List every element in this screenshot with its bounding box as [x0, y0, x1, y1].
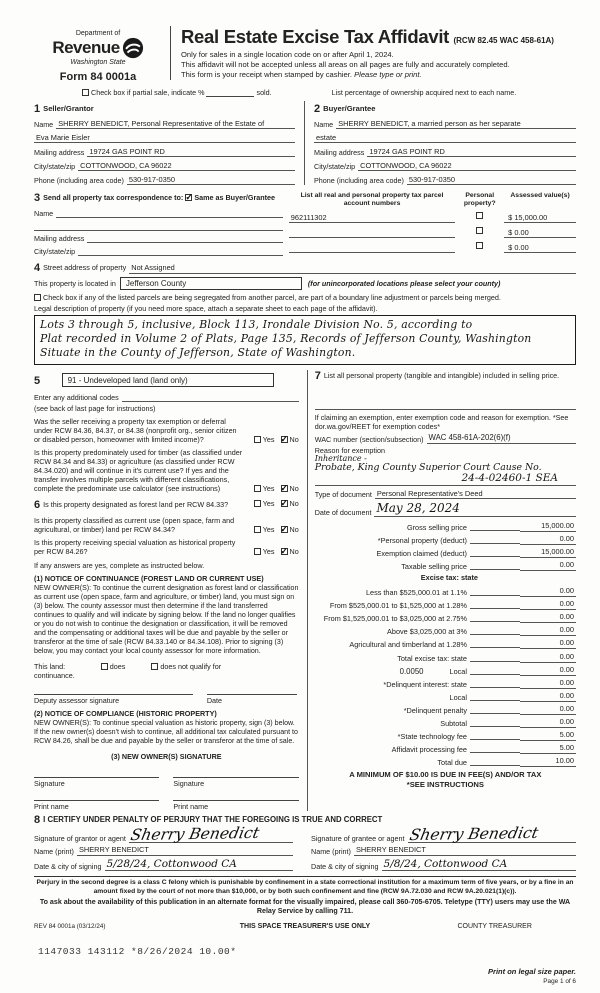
land-does-checkbox[interactable]	[101, 663, 108, 670]
ownership-note: List percentage of ownership acquired next to each name.	[331, 88, 517, 97]
money-label: Local	[449, 666, 467, 676]
money-row	[315, 545, 576, 558]
form-title-rcw: (RCW 82.45 WAC 458-61A)	[453, 36, 554, 45]
footer-row	[34, 923, 576, 930]
money-row	[315, 663, 576, 676]
money-label: From $525,000.01 to $1,525,000 at 1.28%	[329, 601, 467, 611]
legal-description-label: Legal description of property (if you need more space, attach a separate sheet to each page of the affidavit).	[34, 303, 378, 313]
section-4-number: 4	[34, 261, 41, 274]
money-value-field[interactable]: 0.00	[520, 652, 576, 663]
new-owners-signature-title: (3) NEW OWNER(S) SIGNATURE	[111, 751, 222, 761]
money-row	[315, 676, 576, 689]
seller-grantor-block	[34, 101, 305, 185]
money-label: Affidavit processing fee	[391, 745, 467, 755]
reason-hand-1: Inheritance -	[314, 453, 367, 463]
section-3-number: 3	[34, 192, 41, 204]
money-value-field[interactable]: 5.00	[520, 730, 576, 741]
grantee-signature-field[interactable]	[407, 824, 576, 845]
grantor-signature-field[interactable]	[128, 824, 293, 845]
sections-5-6: 5 91 - Undeveloped land (land only) Enter any additional codes (see back of last page for instructions) Was the seller receiving a property tax exemption or deferral under RCW 84.36, 84.37, or 84.38 (nonprofit org., senior citizen or disabled person, homeowner with limited income)? Yes ✓ No Is this property predominately used for timber (as classified under RCW 84.34 and 84.33) or agriculture (as classified under RCW 84.34.020) and will continue in it's current use? If yes and the transfer involves multiple parcels with different classifications, complete the predominate use calculator (see instructions) Yes ✓ No 6 Is this property designated as forest land per RCW 84.33? Yes ✓ No Is this property classified as current use (open space, farm and agricultural, or timber) land per RCW 84.34? Yes ✓ No Is this property receiving special valuation as historical property per RCW 84.26? Yes ✓ No If any answers are yes, complete as instructed below. (1) NOTICE OF CONTINUANCE (FOREST LAND OR CURRENT USE) NEW OWNER(S): To continue the current designation as forest land or classification as current use (open space, farm and agriculture, or timber) land, you must sign on (3) below. The county assessor must then determine if the land transferred continues to qualify and will indicate by signing below. If the land no longer qualifies or you do not wish to continue the designation or classification, it will be removed and the compensating or additional taxes will be due and payable by the seller or transferor at the time of sale (RCW 84.33.140 or 84.34.108). Prior to signing (3) below, you may contact your local county assessor for more information. This land: continuance. does does not qualify for Deputy assessor signature Date (2) NOTICE OF COMPLIANCE (HISTORIC PROPERTY) NEW OWNER(S): To continue special valuation as historic property, sign (3) below. If the new owner(s) doesn't wish to continue, all additional tax calculated pursuant to RCW 84.26, shall be due and payable by the seller or transferor at the time of sale. (3) NEW OWNER(S) SIGNATURE Signature Signature Print name Print name	[34, 370, 308, 811]
money-row	[315, 597, 576, 610]
correspondence-label: Send all property tax correspondence to:	[43, 193, 184, 202]
washington-state-label: Washington State	[70, 59, 126, 66]
personal-property-checkbox[interactable]	[476, 227, 483, 234]
county-select[interactable]: Jefferson County	[120, 277, 302, 290]
personal-property-checkbox[interactable]	[476, 212, 483, 219]
buyer-grantee-block	[305, 101, 576, 185]
wac-number-field[interactable]: WAC 458-61A-202(6)(f)	[427, 433, 576, 444]
parties-section	[34, 101, 576, 185]
s6-q2-yes-checkbox[interactable]	[254, 526, 261, 533]
s6-q3-no-checkbox[interactable]	[281, 548, 288, 555]
this-land-label: This land:	[34, 661, 66, 671]
money-row	[315, 532, 576, 545]
personal-property-list-label: List all personal property (tangible and intangible) included in selling price.	[323, 370, 560, 380]
money-value-field[interactable]: 15,000.00	[520, 547, 576, 558]
s5-q2-no-checkbox[interactable]	[281, 485, 288, 492]
parcel-number-field[interactable]	[289, 229, 456, 238]
dept-of-label: Department of	[75, 30, 121, 37]
leader-line	[470, 713, 520, 714]
minimum-due-note: A MINIMUM OF $10.00 IS DUE IN FEE(S) AND/OR TAX	[349, 770, 542, 780]
title-block	[170, 26, 576, 80]
money-row	[315, 519, 576, 532]
money-row	[315, 610, 576, 623]
money-row	[315, 558, 576, 571]
grantee-signature-label: Signature of grantee or agent	[311, 834, 405, 844]
header-note-3: This form is your receipt when stamped by cashier. Please type or print.	[181, 69, 422, 79]
perjury-statement: Perjury in the second degree is a class C felony which is punishable by confinement in a state correctional institution for a maximum term of five years, or by a fine in an amount fixed by the court of not more than $10,000, or by both such confinement and fine (RCW 9A.72.030 and RCW 9A.20.021(1)(c)).	[34, 876, 576, 896]
money-value-field[interactable]: 0.00	[520, 665, 576, 676]
s6-q3-yes-checkbox[interactable]	[254, 548, 261, 555]
money-value-field[interactable]: 0.00	[520, 534, 576, 545]
parcel-row	[289, 238, 576, 253]
grantor-date-city-field[interactable]: 5/28/24, Cottonwood CA	[105, 858, 293, 872]
leader-line	[470, 700, 520, 701]
money-value-field[interactable]: 0.00	[520, 704, 576, 715]
money-value-field[interactable]: 15,000.00	[520, 521, 576, 532]
see-instructions-note: *SEE INSTRUCTIONS	[406, 780, 484, 790]
leader-line	[470, 530, 520, 531]
section-4	[34, 262, 576, 365]
corr-mailing-field[interactable]	[87, 234, 282, 243]
leader-line	[470, 621, 520, 622]
money-value-field[interactable]: 10.00	[520, 756, 576, 767]
leader-line	[470, 674, 520, 675]
grantor-signature-script: Sherry Benedict	[128, 824, 261, 845]
date-of-document-label: Date of document	[314, 507, 372, 517]
reason-for-exemption-field[interactable]	[315, 455, 576, 486]
personal-property-checkbox[interactable]	[476, 242, 483, 249]
s5-q1-yes-checkbox[interactable]	[254, 436, 261, 443]
leader-line	[470, 765, 520, 766]
leader-line	[470, 595, 520, 596]
parcel-rows	[289, 208, 576, 253]
buyer-phone-label: Phone (including area code)	[314, 176, 404, 185]
seller-phone-label: Phone (including area code)	[34, 176, 124, 185]
money-row	[315, 689, 576, 702]
legal-description-box[interactable]	[34, 315, 576, 365]
leader-line	[470, 687, 520, 688]
section-2-number: 2	[314, 103, 321, 115]
parcel-number-field[interactable]	[289, 244, 456, 253]
deputy-date-line[interactable]: Date	[207, 694, 297, 705]
assessed-value-field[interactable]: $ 0.00	[504, 243, 576, 254]
additional-codes-label: Enter any additional codes	[34, 392, 119, 402]
continuance-label: continuance.	[34, 670, 75, 680]
new-owner-signature-line-2[interactable]: Signature	[173, 777, 298, 788]
revenue-label: Revenue	[52, 38, 120, 57]
assessed-value-header: Assessed value(s)	[510, 192, 570, 199]
grantee-signing-block	[305, 824, 576, 872]
treasurer-stamp: 1147033 143112 *8/26/2024 10.00*	[38, 946, 237, 958]
seller-phone-field[interactable]: 530-917-0350	[127, 175, 295, 186]
leader-line	[470, 752, 520, 753]
money-row	[315, 702, 576, 715]
money-value-field[interactable]: 0.00	[520, 586, 576, 597]
s5-q2-text: Is this property predominately used for timber (as classified under RCW 84.34 and 84.33) or agriculture (as classified under RCW 84.34.020) and will continue in it's current use? If yes and the transfer involves multiple parcels with different classifications, complete the predominate use calculator (see instructions)	[34, 447, 243, 493]
legal-line-1: Lots 3 through 5, inclusive, Block 113, Irondale Division No. 5, according to	[40, 317, 473, 331]
money-lines	[315, 519, 576, 768]
money-value-field[interactable]: 0.00	[520, 691, 576, 702]
section-8	[34, 814, 576, 872]
s6-q1-yes-checkbox[interactable]	[254, 500, 261, 507]
date-of-document-field[interactable]: May 28, 2024	[374, 501, 576, 517]
money-label: Above $3,025,000 at 3%	[387, 627, 467, 637]
land-qualify-row	[34, 662, 299, 680]
s6-q2-text: Is this property classified as current use (open space, farm and agricultural, or timber) land per RCW 84.34?	[34, 516, 235, 535]
new-owner-print-name-line-2[interactable]: Print name	[173, 800, 298, 811]
dor-logo-block	[34, 26, 162, 83]
grantor-signature-label: Signature of grantor or agent	[34, 834, 126, 844]
sold-label: sold.	[256, 88, 272, 97]
partial-sale-checkbox[interactable]	[82, 89, 89, 96]
grantee-date-city-label: Date & city of signing	[311, 862, 379, 872]
buyer-citystatezip-field[interactable]: COTTONWOOD, CA 96022	[358, 161, 576, 172]
money-label: *Delinquent interest: state	[383, 679, 467, 689]
partial-sale-label: Check box if partial sale, indicate %	[91, 88, 205, 97]
corr-name-field[interactable]	[56, 209, 283, 218]
new-owner-print-name-line-1[interactable]: Print name	[34, 800, 159, 811]
s5-q1-no-checkbox[interactable]	[281, 436, 288, 443]
corr-mailing-label: Mailing address	[34, 234, 85, 244]
corr-name-field-2[interactable]	[34, 222, 283, 231]
grantee-name-print-field[interactable]: SHERRY BENEDICT	[354, 845, 576, 856]
grantor-name-print-field[interactable]: SHERRY BENEDICT	[77, 845, 293, 856]
buyer-name-label: Name	[314, 120, 334, 129]
treasurer-space-label: THIS SPACE TREASURER'S USE ONLY	[239, 923, 371, 931]
s6-q3-text: Is this property receiving special valuation as historical property per RCW 84.26?	[34, 538, 236, 557]
money-label: *State technology fee	[397, 732, 467, 742]
leader-line	[470, 634, 520, 635]
additional-codes-field[interactable]	[122, 393, 299, 402]
legal-line-3: Situate in the County of Jefferson, State of Washington.	[40, 346, 356, 360]
same-as-buyer-checkbox[interactable]	[185, 194, 192, 201]
segregated-label: Check box if any of the listed parcels are being segregated from another parcel, are part of a boundary line adjustment or parcels being merged.	[43, 292, 501, 302]
seller-citystatezip-label: City/state/zip	[34, 162, 76, 171]
segregated-checkbox[interactable]	[34, 294, 41, 301]
grantee-name-print-label: Name (print)	[311, 846, 351, 856]
parcel-header: List all real and personal property tax parcel account numbers	[300, 192, 444, 208]
corr-name-label: Name	[34, 209, 54, 219]
money-label: Subtotal	[440, 719, 467, 729]
header	[34, 26, 576, 83]
same-as-buyer-label: Same as Buyer/Grantee	[194, 193, 276, 202]
does-not-label: does not qualify for	[160, 661, 222, 671]
rev-number: REV 84 0001a (03/12/24)	[34, 923, 106, 931]
land-use-code-select[interactable]: 91 - Undeveloped land (land only)	[62, 373, 274, 387]
exemption-note: If claiming an exemption, enter exemption code and reason for exemption. *See dor.wa.gov/REET for exemption codes*	[314, 413, 569, 432]
buyer-mailing-field[interactable]: 19724 GAS POINT RD	[367, 147, 576, 158]
money-label: Less than $525,000.01 at 1.1%	[365, 588, 467, 598]
deputy-assessor-signature-line[interactable]: Deputy assessor signature	[34, 694, 193, 705]
money-row	[315, 584, 576, 597]
reason-hand-3: 24-4-02460-1 SEA	[461, 471, 558, 484]
local-rate-value: 0.0050	[399, 666, 424, 676]
money-label: Total due	[437, 758, 467, 768]
section-1-number: 1	[34, 103, 41, 115]
money-value-field[interactable]: 0.00	[520, 560, 576, 571]
section-6-number: 6	[34, 498, 41, 511]
see-back-note: (see back of last page for instructions)	[34, 403, 156, 413]
money-value-field[interactable]: 0.00	[520, 625, 576, 636]
form-title: Real Estate Excise Tax Affidavit	[181, 26, 450, 47]
leader-line	[470, 739, 520, 740]
section-7-number: 7	[314, 369, 321, 382]
leader-line	[470, 661, 520, 662]
legal-line-2: Plat recorded in Volume 2 of Plats, Page 135, Records of Jefferson County, Washington	[40, 332, 532, 345]
assessed-value-field[interactable]: $ 0.00	[504, 228, 576, 239]
compliance-title: (2) NOTICE OF COMPLIANCE (HISTORIC PROPERTY)	[34, 708, 217, 718]
continuance-title: (1) NOTICE OF CONTINUANCE (FOREST LAND OR CURRENT USE)	[34, 574, 264, 584]
personal-property-header: Personal property?	[463, 192, 496, 208]
land-does-not-checkbox[interactable]	[151, 663, 158, 670]
corr-citystatezip-label: City/state/zip	[34, 246, 76, 256]
certify-statement: I CERTIFY UNDER PENALTY OF PERJURY THAT THE FOREGOING IS TRUE AND CORRECT	[43, 814, 383, 824]
if-yes-note: If any answers are yes, complete as instructed below.	[34, 561, 205, 571]
type-or-print-note: Please type or print.	[354, 69, 422, 79]
money-label: *Personal property (deduct)	[377, 535, 467, 545]
leader-line	[470, 647, 520, 648]
leader-line	[470, 556, 520, 557]
money-value-field[interactable]: 0.00	[520, 638, 576, 649]
money-value-field[interactable]: 0.00	[520, 612, 576, 623]
buyer-phone-field[interactable]: 530-917-0350	[407, 175, 576, 186]
grantor-date-city-label: Date & city of signing	[34, 862, 102, 872]
grantor-name-print-label: Name (print)	[34, 846, 74, 856]
header-note-2: This affidavit will not be accepted unless all areas on all pages are fully and accurately completed.	[181, 59, 510, 69]
page-number: Page 1 of 6	[543, 978, 576, 986]
money-row	[315, 741, 576, 754]
buyer-mailing-label: Mailing address	[314, 148, 365, 157]
partial-percent-field[interactable]	[206, 96, 254, 97]
s6-q1-no-checkbox[interactable]	[281, 500, 288, 507]
grantor-signing-block	[34, 824, 305, 872]
leader-line	[470, 543, 520, 544]
money-label: Total excise tax: state	[397, 653, 467, 663]
money-label: *Delinquent penalty	[403, 705, 467, 715]
leader-line	[470, 726, 520, 727]
corr-citystatezip-field[interactable]	[78, 247, 283, 256]
reason-for-exemption-label: Reason for exemption	[314, 445, 386, 455]
seller-mailing-label: Mailing address	[34, 148, 85, 157]
buyer-name-field-2[interactable]: estate	[314, 133, 576, 144]
money-row	[315, 754, 576, 767]
compliance-body: NEW OWNER(S): To continue special valuation as historic property, sign (3) below. If the new owner(s) doesn't wish to continue, all additional tax calculated pursuant to RCW 84.26, shall be due and payable by the seller or transferor at the time of sale.	[34, 718, 298, 745]
section-7	[308, 370, 576, 811]
buyer-heading: Buyer/Grantee	[323, 104, 376, 113]
legal-size-note: Print on legal size paper.	[488, 967, 576, 977]
parcel-number-field[interactable]: 962111302	[289, 213, 456, 224]
grantee-date-city-field[interactable]: 5/8/24, Cottonwood CA	[382, 858, 576, 872]
continuance-body: NEW OWNER(S): To continue the current designation as forest land or classification as current use (open space, farm and agriculture, or timber) land, you must sign on (3) below. The county assessor must then determine if the land transferred continues to qualify and will indicate by signing below. If the land no longer qualifies or you do not wish to continue the designation or classification, it will be removed and the compensating or additional taxes will be due and payable by the seller or transferor at the time of sale (RCW 84.33.140 or 84.34.108). Prior to signing (3) below, you may contact your local county assessor for more information.	[34, 584, 299, 655]
assessed-value-field[interactable]: $ 15,000.00	[504, 213, 576, 224]
excise-tax-state-header: Excise tax: state	[420, 572, 478, 582]
wac-number-label: WAC number (section/subsection)	[314, 434, 424, 444]
s5-q2-yes-checkbox[interactable]	[254, 485, 261, 492]
section-8-number: 8	[34, 813, 41, 826]
money-value-field[interactable]: 0.00	[520, 678, 576, 689]
parcel-row	[289, 208, 576, 223]
buyer-name-field[interactable]: SHERRY BENEDICT, a married person as her separate	[336, 119, 576, 130]
dor-logo-icon	[122, 37, 144, 59]
seller-citystatezip-field[interactable]: COTTONWOOD, CA 96022	[78, 161, 295, 172]
alternate-format-note: To ask about the availability of this publication in an alternate format for the visually impaired, please call 360-705-6705. Teletype (TTY) users may use the WA Relay Service by calling 711.	[39, 897, 571, 915]
leader-line	[470, 608, 520, 609]
located-in-label: This property is located in	[34, 278, 116, 288]
partial-sale-row	[34, 88, 576, 97]
money-label: Agricultural and timberland at 1.28%	[349, 640, 467, 650]
reason-hand-2: Probate, King County Superior Court Cause No.	[314, 461, 542, 473]
money-label: From $1,525,000.01 to $3,025,000 at 2.75%	[323, 614, 467, 624]
county-treasurer-label: COUNTY TREASURER	[457, 923, 532, 931]
money-label: Taxable selling price	[401, 561, 467, 571]
does-label: does	[109, 661, 126, 671]
s6-q1-text: Is this property designated as forest land per RCW 84.33?	[43, 499, 229, 509]
money-row	[315, 728, 576, 741]
seller-name-field[interactable]: SHERRY BENEDICT, Personal Representative of the Estate of	[56, 119, 295, 130]
money-row	[315, 636, 576, 649]
money-label: Exemption claimed (deduct)	[376, 548, 467, 558]
type-of-document-field[interactable]: Personal Representative's Deed	[375, 489, 576, 500]
street-address-label: Street address of property	[43, 262, 127, 272]
type-of-document-label: Type of document	[314, 490, 372, 500]
seller-mailing-field[interactable]: 19724 GAS POINT RD	[87, 147, 295, 158]
new-owner-signature-line-1[interactable]: Signature	[34, 777, 159, 788]
seller-name-label: Name	[34, 120, 54, 129]
seller-name-field-2[interactable]: Eva Marie Eisler	[34, 133, 295, 144]
money-label: Gross selling price	[406, 522, 467, 532]
s6-q2-no-checkbox[interactable]	[281, 526, 288, 533]
s5-q1-text: Was the seller receiving a property tax exemption or deferral under RCW 84.36, 84.37, or 84.38 (nonprofit org., senior citizen or disabled person, homeowner with limited income)?	[34, 416, 237, 444]
parcel-table	[289, 192, 576, 256]
section-3	[34, 192, 576, 256]
section-5-number: 5	[34, 374, 41, 387]
money-label: Local	[449, 692, 467, 702]
county-note: (for unincorporated locations please select your county)	[307, 278, 501, 288]
street-address-field[interactable]: Not Assigned	[129, 263, 576, 274]
form-number: Form 84 0001a	[59, 71, 137, 83]
money-row	[315, 715, 576, 728]
header-note-1: Only for sales in a single location code on or after April 1, 2024.	[181, 50, 394, 59]
parcel-row	[289, 223, 576, 238]
middle-columns	[34, 370, 576, 811]
grantee-signature-script: Sherry Benedict	[407, 824, 540, 845]
personal-property-list-field[interactable]	[315, 383, 576, 410]
money-row	[315, 623, 576, 636]
seller-heading: Seller/Grantor	[43, 104, 94, 113]
money-row	[315, 649, 576, 662]
buyer-citystatezip-label: City/state/zip	[314, 162, 356, 171]
print-note-block	[34, 967, 576, 985]
money-value-field[interactable]: 0.00	[520, 717, 576, 728]
tax-correspondence-block	[34, 192, 289, 256]
money-value-field[interactable]: 5.00	[520, 743, 576, 754]
money-value-field[interactable]: 0.00	[520, 599, 576, 610]
leader-line	[470, 569, 520, 570]
